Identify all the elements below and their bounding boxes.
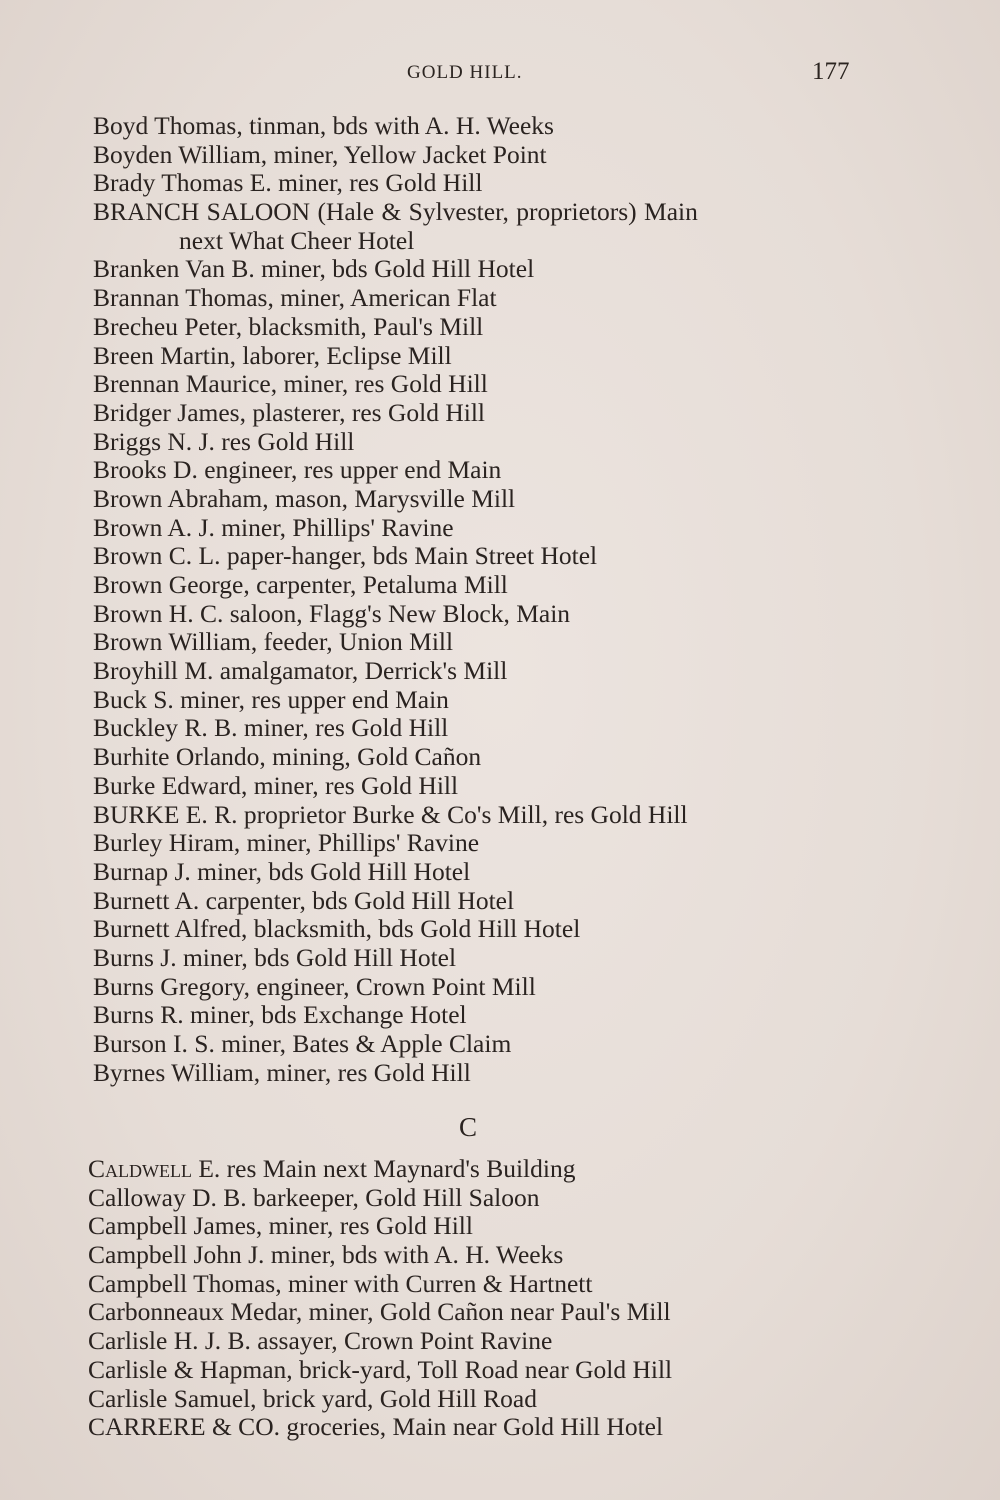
directory-entry: Burnett A. carpenter, bds Gold Hill Hotel: [93, 885, 515, 915]
directory-entry: Burley Hiram, miner, Phillips' Ravine: [93, 828, 480, 858]
directory-entry: Brooks D. engineer, res upper end Main: [93, 455, 502, 485]
directory-entry: Brown Abraham, mason, Marysville Mill: [93, 483, 516, 513]
directory-entry: Carlisle & Hapman, brick-yard, Toll Road near Gold Hill: [88, 1354, 673, 1384]
running-head: [0, 58, 1000, 88]
directory-entry: Burns Gregory, engineer, Crown Point Mill: [93, 971, 536, 1001]
directory-entry: Carbonneaux Medar, miner, Gold Cañon near Paul's Mill: [88, 1297, 671, 1327]
directory-entry: Brecheu Peter, blacksmith, Paul's Mill: [93, 311, 484, 341]
directory-entry: Byrnes William, miner, res Gold Hill: [93, 1057, 471, 1087]
directory-entry: CARRERE & CO. groceries, Main near Gold Hill Hotel: [88, 1412, 664, 1442]
directory-entry: Burns J. miner, bds Gold Hill Hotel: [93, 942, 457, 972]
directory-entry: Campbell Thomas, miner with Curren & Hartnett: [88, 1268, 593, 1298]
page-number: 177: [812, 58, 850, 85]
directory-entry: Calloway D. B. barkeeper, Gold Hill Saloon: [88, 1182, 540, 1212]
directory-entry: Burns R. miner, bds Exchange Hotel: [93, 1000, 467, 1030]
directory-entry: Brady Thomas E. miner, res Gold Hill: [93, 168, 483, 198]
directory-entry: Breen Martin, laborer, Eclipse Mill: [93, 340, 452, 370]
directory-entry: Brown George, carpenter, Petaluma Mill: [93, 570, 508, 599]
directory-entry: Brown C. L. paper-hanger, bds Main Street Hotel: [93, 541, 598, 571]
entry-name-smallcaps: Caldwell: [88, 1154, 192, 1183]
directory-entry: Brown A. J. miner, Phillips' Ravine: [93, 512, 454, 542]
directory-entry: Briggs N. J. res Gold Hill: [93, 426, 355, 456]
entries-c-list: [88, 1155, 868, 1442]
directory-entry: Brown H. C. saloon, Flagg's New Block, Main: [93, 598, 571, 628]
directory-entry: Carlisle H. J. B. assayer, Crown Point Ravine: [88, 1326, 553, 1356]
entries-b-list: [93, 112, 863, 1087]
directory-entry: Boyden William, miner, Yellow Jacket Point: [93, 139, 547, 169]
directory-entry: [88, 1155, 868, 1184]
directory-entry: Campbell John J. miner, bds with A. H. Weeks: [88, 1240, 564, 1270]
directory-entry: Burson I. S. miner, Bates & Apple Claim: [93, 1029, 512, 1058]
directory-entry: Buckley R. B. miner, res Gold Hill: [93, 713, 449, 743]
directory-entry-continuation: next What Cheer Hotel: [179, 225, 415, 255]
directory-entry: Burnett Alfred, blacksmith, bds Gold Hill Hotel: [93, 914, 581, 944]
directory-entry: Branken Van B. miner, bds Gold Hill Hotel: [93, 254, 535, 284]
directory-entry: Bridger James, plasterer, res Gold Hill: [93, 397, 486, 427]
directory-entry: Brown William, feeder, Union Mill: [93, 627, 454, 657]
directory-entry: Buck S. miner, res upper end Main: [93, 684, 449, 714]
directory-entry: Carlisle Samuel, brick yard, Gold Hill Road: [88, 1383, 538, 1413]
directory-entry: BURKE E. R. proprietor Burke & Co's Mill, res Gold Hill: [93, 799, 688, 829]
entry-details: E. res Main next Maynard's Building: [191, 1154, 576, 1183]
directory-entry: Broyhill M. amalgamator, Derrick's Mill: [93, 656, 508, 686]
directory-entry: Brennan Maurice, miner, res Gold Hill: [93, 369, 488, 399]
directory-entry: Campbell James, miner, res Gold Hill: [88, 1211, 473, 1241]
directory-entry: BRANCH SALOON (Hale & Sylvester, proprietors) Main: [93, 197, 698, 227]
directory-entry: Boyd Thomas, tinman, bds with A. H. Weeks: [93, 111, 554, 140]
directory-entry: Burhite Orlando, mining, Gold Cañon: [93, 742, 482, 772]
directory-entry: Brannan Thomas, miner, American Flat: [93, 283, 497, 313]
page-heading: GOLD HILL.: [407, 62, 523, 83]
directory-entry: Burke Edward, miner, res Gold Hill: [93, 770, 459, 800]
section-letter: C: [459, 1112, 478, 1142]
directory-entry: Burnap J. miner, bds Gold Hill Hotel: [93, 856, 471, 886]
